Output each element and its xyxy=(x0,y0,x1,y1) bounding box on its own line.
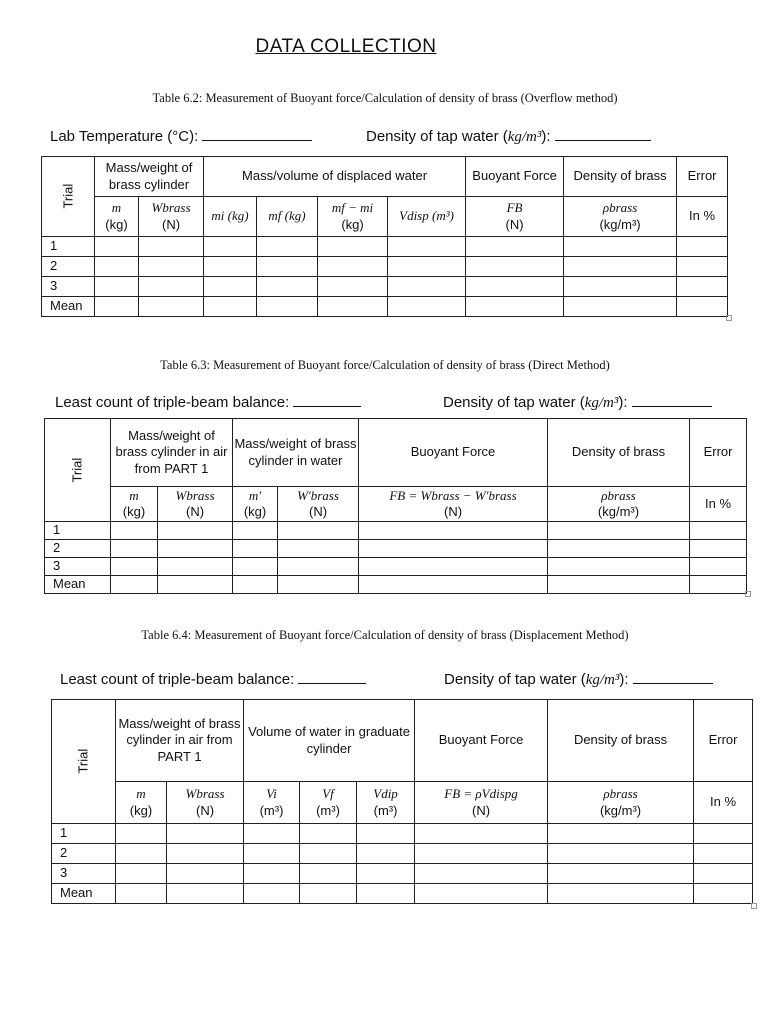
data-cell[interactable] xyxy=(694,884,753,904)
data-cell[interactable] xyxy=(690,522,747,540)
data-cell[interactable] xyxy=(233,540,278,558)
tap-water-density-unit: kg/m³ xyxy=(585,672,620,688)
trial-header xyxy=(45,419,111,522)
mf-subheader: mf (kg) xyxy=(257,197,318,237)
rho-subheader: ρbrass (kg/m³) xyxy=(564,197,677,237)
data-cell[interactable] xyxy=(564,277,677,297)
m-subheader: m (kg) xyxy=(111,487,158,522)
data-cell[interactable] xyxy=(548,576,690,594)
wbrass-subheader: Wbrass (N) xyxy=(167,782,244,824)
row-label: 2 xyxy=(45,540,111,558)
data-cell[interactable] xyxy=(257,297,318,317)
table-row xyxy=(42,297,728,317)
data-cell[interactable] xyxy=(204,277,257,297)
mi-subheader: mi (kg) xyxy=(204,197,257,237)
data-cell[interactable] xyxy=(139,277,204,297)
data-cell[interactable] xyxy=(111,522,158,540)
row-label: Mean xyxy=(45,576,111,594)
fb-subheader: FB = Wbrass − W′brass (N) xyxy=(359,487,548,522)
rho-subheader: ρbrass (kg/m³) xyxy=(548,782,694,824)
data-cell[interactable] xyxy=(388,257,466,277)
data-cell[interactable] xyxy=(233,558,278,576)
row-label: 3 xyxy=(42,277,95,297)
tap-water-density-end: ): xyxy=(619,671,629,688)
mf-minus-mi-subheader: mf − mi (kg) xyxy=(318,197,388,237)
data-cell[interactable] xyxy=(233,522,278,540)
vdip-subheader: Vdip (m³) xyxy=(357,782,415,824)
buoyant-force-header: Buoyant Force xyxy=(415,700,548,782)
data-cell[interactable] xyxy=(278,540,359,558)
table-row xyxy=(52,844,753,864)
volume-header: Volume of water in graduate cylinder xyxy=(244,700,415,782)
wbrass-subheader: Wbrass (N) xyxy=(139,197,204,237)
least-count-label: Least count of triple-beam balance: xyxy=(60,671,295,688)
data-cell[interactable] xyxy=(690,540,747,558)
data-cell[interactable] xyxy=(158,558,233,576)
table-row xyxy=(52,864,753,884)
data-cell[interactable] xyxy=(548,884,694,904)
data-cell[interactable] xyxy=(116,864,167,884)
data-cell[interactable] xyxy=(388,277,466,297)
data-cell[interactable] xyxy=(158,522,233,540)
table-6-2 xyxy=(41,156,728,317)
fb-subheader: FB = ρVdispg (N) xyxy=(415,782,548,824)
data-cell[interactable] xyxy=(359,522,548,540)
table-row xyxy=(45,540,747,558)
data-cell[interactable] xyxy=(257,237,318,257)
data-cell[interactable] xyxy=(204,237,257,257)
error-subheader: In % xyxy=(690,487,747,522)
data-cell[interactable] xyxy=(300,844,357,864)
row-label: Mean xyxy=(42,297,95,317)
mprime-subheader: m′ (kg) xyxy=(233,487,278,522)
tap-water-density-blank-3[interactable] xyxy=(633,669,713,684)
least-count-label: Least count of triple-beam balance: xyxy=(55,394,290,411)
data-cell[interactable] xyxy=(300,884,357,904)
data-cell[interactable] xyxy=(158,540,233,558)
table-6-2-caption: Table 6.2: Measurement of Buoyant force/Calculation of density of brass (Overflow method) xyxy=(152,91,618,105)
tap-water-density-blank-1[interactable] xyxy=(555,126,651,141)
lab-temperature-field xyxy=(50,126,312,145)
data-cell[interactable] xyxy=(204,257,257,277)
table-row xyxy=(45,576,747,594)
tap-water-density-unit: kg/m³ xyxy=(584,395,619,411)
lab-temperature-blank[interactable] xyxy=(202,126,312,141)
data-cell[interactable] xyxy=(139,237,204,257)
error-header: Error xyxy=(677,157,728,197)
data-cell[interactable] xyxy=(357,844,415,864)
data-cell[interactable] xyxy=(95,297,139,317)
row-label: 1 xyxy=(42,237,95,257)
data-cell[interactable] xyxy=(466,297,564,317)
data-cell[interactable] xyxy=(690,558,747,576)
tap-water-density-label: Density of tap water ( xyxy=(443,394,585,411)
wprime-subheader: W′brass (N) xyxy=(278,487,359,522)
table-row xyxy=(45,558,747,576)
data-cell[interactable] xyxy=(388,297,466,317)
data-cell[interactable] xyxy=(694,844,753,864)
data-cell[interactable] xyxy=(111,576,158,594)
table-resize-handle[interactable] xyxy=(745,591,751,597)
tap-water-density-unit: kg/m³ xyxy=(507,129,542,145)
vdisp-subheader: Vdisp (m³) xyxy=(388,197,466,237)
table-row xyxy=(42,277,728,297)
data-cell[interactable] xyxy=(318,297,388,317)
data-cell[interactable] xyxy=(278,576,359,594)
tap-water-density-end: ): xyxy=(618,394,628,411)
table-row xyxy=(42,257,728,277)
data-cell[interactable] xyxy=(548,824,694,844)
error-header: Error xyxy=(694,700,753,782)
error-header: Error xyxy=(690,419,747,487)
data-cell[interactable] xyxy=(233,576,278,594)
data-cell[interactable] xyxy=(564,237,677,257)
data-cell[interactable] xyxy=(694,864,753,884)
data-cell[interactable] xyxy=(690,576,747,594)
data-cell[interactable] xyxy=(167,884,244,904)
data-cell[interactable] xyxy=(244,824,300,844)
data-cell[interactable] xyxy=(158,576,233,594)
data-cell[interactable] xyxy=(357,864,415,884)
table-row xyxy=(52,884,753,904)
data-cell[interactable] xyxy=(300,824,357,844)
data-cell[interactable] xyxy=(548,540,690,558)
row-label: Mean xyxy=(52,884,116,904)
data-cell[interactable] xyxy=(677,237,728,257)
data-cell[interactable] xyxy=(357,884,415,904)
data-cell[interactable] xyxy=(300,864,357,884)
data-cell[interactable] xyxy=(116,884,167,904)
table-row xyxy=(42,237,728,257)
data-cell[interactable] xyxy=(564,297,677,317)
data-cell[interactable] xyxy=(548,864,694,884)
least-count-blank-1[interactable] xyxy=(293,392,361,407)
page-title: DATA COLLECTION xyxy=(255,36,437,57)
data-cell[interactable] xyxy=(111,540,158,558)
data-cell[interactable] xyxy=(694,824,753,844)
table-resize-handle[interactable] xyxy=(726,315,732,321)
table-6-4-caption: Table 6.4: Measurement of Buoyant force/Calculation of density of brass (Displacement Method) xyxy=(141,628,629,642)
trial-label: Trial xyxy=(75,749,91,774)
vf-subheader: Vf (m³) xyxy=(300,782,357,824)
data-cell[interactable] xyxy=(167,844,244,864)
table-row xyxy=(45,522,747,540)
error-subheader: In % xyxy=(677,197,728,237)
data-cell[interactable] xyxy=(278,558,359,576)
data-cell[interactable] xyxy=(415,824,548,844)
data-cell[interactable] xyxy=(95,237,139,257)
row-label: 2 xyxy=(52,844,116,864)
trial-label: Trial xyxy=(69,457,85,483)
data-cell[interactable] xyxy=(466,257,564,277)
lab-temperature-label: Lab Temperature (°C): xyxy=(50,128,199,145)
data-cell[interactable] xyxy=(548,844,694,864)
data-cell[interactable] xyxy=(388,237,466,257)
data-cell[interactable] xyxy=(139,297,204,317)
row-label: 2 xyxy=(42,257,95,277)
row-label: 1 xyxy=(45,522,111,540)
trial-header xyxy=(52,700,116,824)
mass-weight-header: Mass/weight of brass cylinder xyxy=(95,157,204,197)
table-6-3-caption: Table 6.3: Measurement of Buoyant force/Calculation of density of brass (Direct Method) xyxy=(160,358,610,372)
table-6-4 xyxy=(51,699,753,904)
tap-water-density-field-2 xyxy=(443,392,712,412)
least-count-field-1 xyxy=(55,392,361,411)
m-subheader: m (kg) xyxy=(116,782,167,824)
tap-water-density-blank-2[interactable] xyxy=(632,392,712,407)
tap-water-density-field-1 xyxy=(366,126,651,146)
data-cell[interactable] xyxy=(564,257,677,277)
row-label: 3 xyxy=(52,864,116,884)
error-subheader: In % xyxy=(694,782,753,824)
mass-air-header: Mass/weight of brass cylinder in air from PART 1 xyxy=(111,419,233,487)
table-row xyxy=(52,824,753,844)
m-subheader: m (kg) xyxy=(95,197,139,237)
data-cell[interactable] xyxy=(167,824,244,844)
trial-header xyxy=(42,157,95,237)
data-cell[interactable] xyxy=(357,824,415,844)
data-cell[interactable] xyxy=(116,824,167,844)
data-cell[interactable] xyxy=(415,884,548,904)
data-cell[interactable] xyxy=(244,884,300,904)
displaced-water-header: Mass/volume of displaced water xyxy=(204,157,466,197)
tap-water-density-label: Density of tap water ( xyxy=(366,128,508,145)
data-cell[interactable] xyxy=(95,277,139,297)
data-cell[interactable] xyxy=(415,864,548,884)
table-resize-handle[interactable] xyxy=(751,903,757,909)
data-cell[interactable] xyxy=(318,257,388,277)
data-cell[interactable] xyxy=(139,257,204,277)
data-cell[interactable] xyxy=(466,277,564,297)
data-cell[interactable] xyxy=(244,864,300,884)
density-header: Density of brass xyxy=(548,700,694,782)
data-cell[interactable] xyxy=(167,864,244,884)
data-cell[interactable] xyxy=(204,297,257,317)
data-cell[interactable] xyxy=(318,237,388,257)
wbrass-subheader: Wbrass (N) xyxy=(158,487,233,522)
vi-subheader: Vi (m³) xyxy=(244,782,300,824)
data-cell[interactable] xyxy=(415,844,548,864)
tap-water-density-field-3 xyxy=(444,669,713,689)
data-cell[interactable] xyxy=(359,540,548,558)
data-cell[interactable] xyxy=(677,277,728,297)
row-label: 3 xyxy=(45,558,111,576)
rho-subheader: ρbrass (kg/m³) xyxy=(548,487,690,522)
mass-water-header: Mass/weight of brass cylinder in water xyxy=(233,419,359,487)
data-cell[interactable] xyxy=(548,558,690,576)
density-header: Density of brass xyxy=(548,419,690,487)
data-cell[interactable] xyxy=(278,522,359,540)
row-label: 1 xyxy=(52,824,116,844)
fb-subheader: FB (N) xyxy=(466,197,564,237)
data-cell[interactable] xyxy=(548,522,690,540)
least-count-blank-2[interactable] xyxy=(298,669,366,684)
data-cell[interactable] xyxy=(111,558,158,576)
data-cell[interactable] xyxy=(244,844,300,864)
density-header: Density of brass xyxy=(564,157,677,197)
trial-label: Trial xyxy=(59,184,75,209)
tap-water-density-end: ): xyxy=(541,128,551,145)
data-cell[interactable] xyxy=(677,297,728,317)
tap-water-density-label: Density of tap water ( xyxy=(444,671,586,688)
data-cell[interactable] xyxy=(257,277,318,297)
table-6-3 xyxy=(44,418,747,594)
data-cell[interactable] xyxy=(257,257,318,277)
data-cell[interactable] xyxy=(359,558,548,576)
data-cell[interactable] xyxy=(318,277,388,297)
data-cell[interactable] xyxy=(466,237,564,257)
mass-air-header: Mass/weight of brass cylinder in air from PART 1 xyxy=(116,700,244,782)
data-cell[interactable] xyxy=(95,257,139,277)
data-cell[interactable] xyxy=(359,576,548,594)
buoyant-force-header: Buoyant Force xyxy=(359,419,548,487)
least-count-field-2 xyxy=(60,669,366,688)
data-cell[interactable] xyxy=(116,844,167,864)
data-cell[interactable] xyxy=(677,257,728,277)
buoyant-force-header: Buoyant Force xyxy=(466,157,564,197)
